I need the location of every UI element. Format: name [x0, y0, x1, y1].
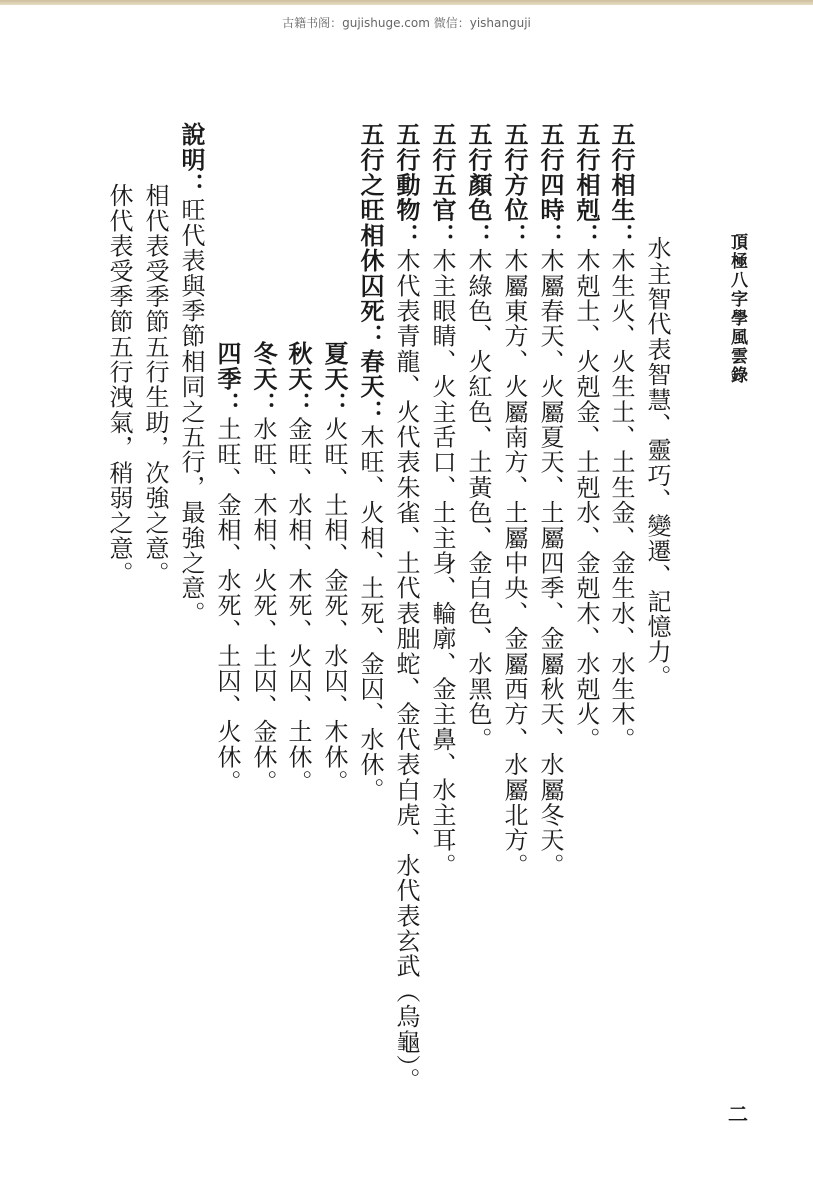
text-line [573, 122, 599, 752]
top-band [0, 0, 813, 5]
line-label: 五行四時： [536, 122, 565, 248]
text-line [357, 122, 383, 802]
line-label: 說明： [177, 122, 206, 198]
text-line [178, 122, 204, 626]
text-line [142, 183, 168, 586]
text-line [644, 236, 670, 690]
line-label: 四季： [213, 341, 242, 417]
line-label: 五行相剋： [572, 122, 601, 248]
line-text: 木屬春天、火屬夏天、土屬四季、金屬秋天、水屬冬天。 [536, 248, 564, 878]
running-header: 頂極八字學風雲錄 [727, 233, 747, 385]
watermark: 古籍书阁：gujishuge.com 微信：yishanguji [282, 16, 531, 30]
line-label: 五行方位： [500, 122, 529, 248]
text-line [285, 341, 311, 795]
line-label: 五行顏色： [464, 122, 493, 248]
line-label: 五行動物： [392, 122, 421, 248]
line-text: 木代表青龍、火代表朱雀、土代表朏蛇、金代表白虎、水代表玄武（烏龜）。 [392, 248, 420, 1093]
line-text: 休代表受季節五行洩氣，稍弱之意。 [105, 183, 133, 587]
line-label: 五行之旺相休囚死：春天： [356, 122, 385, 425]
line-text: 水主智代表智慧、靈巧、變遷、記憶力。 [643, 236, 671, 690]
line-text: 土旺、金相、水死、土囚、火休。 [213, 416, 241, 795]
line-label: 五行五官： [428, 122, 457, 248]
line-text: 木生火、火生土、土生金、金生水、水生木。 [607, 248, 635, 752]
line-text: 水旺、木相、火死、土囚、金休。 [249, 416, 277, 795]
text-line [608, 122, 634, 752]
page-number: 二 [728, 1102, 748, 1126]
line-label: 秋天： [284, 341, 313, 417]
text-line [429, 122, 455, 878]
text-line [321, 341, 347, 795]
line-label: 冬天： [249, 341, 278, 417]
text-line [393, 122, 419, 1093]
line-label: 五行相生： [607, 122, 636, 248]
text-line [501, 122, 527, 878]
line-text: 旺代表與季節相同之五行，最強之意。 [177, 197, 205, 627]
line-text: 木剋土、火剋金、土剋水、金剋木、水剋火。 [572, 248, 600, 752]
line-label: 夏天： [320, 341, 349, 417]
text-line [465, 122, 491, 752]
line-text: 木旺、火相、土死、金囚、水休。 [356, 424, 384, 803]
line-text: 木綠色、火紅色、土黃色、金白色、水黑色。 [464, 248, 492, 752]
line-text: 火旺、土相、金死、水囚、木休。 [320, 416, 348, 795]
text-line [537, 122, 563, 878]
line-text: 木屬東方、火屬南方、土屬中央、金屬西方、水屬北方。 [500, 248, 528, 878]
line-text: 相代表受季節五行生助，次強之意。 [141, 183, 169, 587]
line-text: 木主眼睛、火主舌口、土主身、輪廓、金主鼻、水主耳。 [428, 248, 456, 878]
line-text: 金旺、水相、木死、火囚、土休。 [284, 416, 312, 795]
text-line [106, 183, 132, 586]
text-line [214, 341, 240, 795]
text-line [250, 341, 276, 795]
